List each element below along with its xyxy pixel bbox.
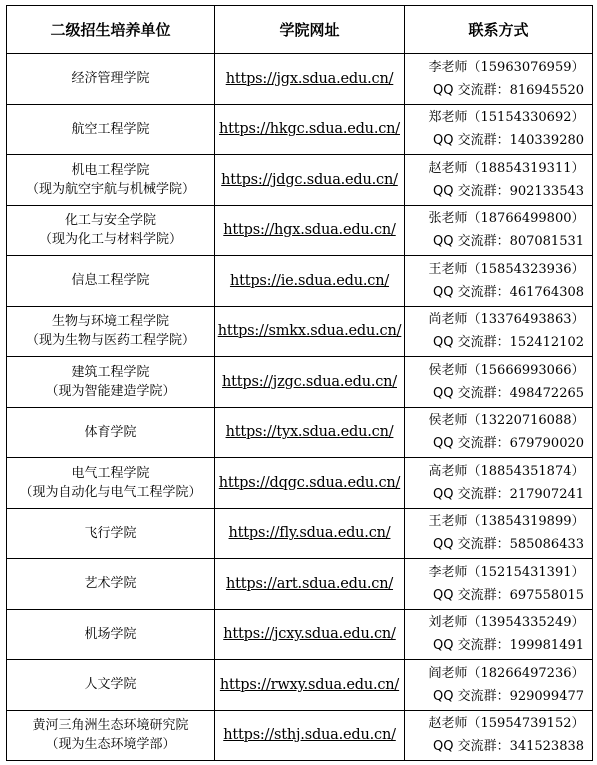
- college-url-link[interactable]: https://ie.sdua.edu.cn/: [229, 272, 390, 289]
- college-url-link[interactable]: https://jcxy.sdua.edu.cn/: [223, 626, 396, 643]
- qq-line: [405, 382, 592, 405]
- unit-name: 飞行学院: [84, 525, 137, 541]
- table-row: [7, 710, 593, 761]
- qq-number: 217907241: [509, 486, 585, 502]
- unit-note: （现为智能建造学院）: [45, 383, 176, 399]
- unit-cell: [7, 458, 215, 509]
- qq-label: QQ 交流群：: [432, 234, 510, 250]
- table-body: [7, 54, 593, 761]
- qq-number: 199981491: [509, 638, 585, 654]
- url-cell: [215, 458, 405, 509]
- table-row: [7, 104, 593, 155]
- teacher-name: 李老师: [428, 564, 468, 580]
- unit-name: 艺术学院: [84, 576, 137, 592]
- teacher-line: 阎老师（18266497236）: [428, 665, 585, 681]
- teacher-name: 郑老师: [428, 110, 468, 126]
- unit-cell: [7, 357, 215, 408]
- qq-line: [405, 432, 592, 455]
- unit-cell: [7, 54, 215, 105]
- qq-label: QQ 交流群：: [432, 436, 510, 452]
- qq-number: 697558015: [509, 587, 585, 603]
- college-url-link[interactable]: https://fly.sdua.edu.cn/: [228, 525, 391, 542]
- unit-cell: [7, 205, 215, 256]
- contact-table: [6, 5, 593, 761]
- teacher-line: 张老师（18766499800）: [428, 211, 585, 227]
- teacher-phone: 18854319311: [480, 160, 572, 176]
- teacher-name: 张老师: [428, 211, 468, 227]
- table-row: [7, 660, 593, 711]
- teacher-name: 阎老师: [428, 665, 468, 681]
- unit-note: （现为化工与材料学院）: [38, 232, 182, 248]
- teacher-name: 王老师: [428, 514, 468, 530]
- qq-number: 461764308: [509, 284, 585, 300]
- url-cell: [215, 155, 405, 206]
- qq-line: [405, 584, 592, 607]
- qq-label: QQ 交流群：: [432, 133, 510, 149]
- college-url-link[interactable]: https://jgx.sdua.edu.cn/: [225, 70, 394, 87]
- unit-name: 建筑工程学院: [71, 364, 150, 380]
- qq-number: 807081531: [509, 234, 585, 250]
- url-cell: [215, 54, 405, 105]
- table-row: [7, 609, 593, 660]
- teacher-phone: 13376493863: [480, 312, 572, 328]
- url-cell: [215, 306, 405, 357]
- college-url-link[interactable]: https://hkgc.sdua.edu.cn/: [219, 121, 400, 138]
- contact-cell: [405, 54, 593, 105]
- unit-name: 体育学院: [84, 424, 137, 440]
- qq-line: [405, 735, 592, 758]
- qq-label: QQ 交流群：: [432, 284, 510, 300]
- qq-label: QQ 交流群：: [432, 82, 510, 98]
- teacher-line: 侯老师（13220716088）: [428, 413, 585, 429]
- teacher-line: 王老师（13854319899）: [428, 514, 585, 530]
- qq-line: [405, 533, 592, 556]
- teacher-phone: 18266497236: [480, 665, 572, 681]
- table-row: [7, 559, 593, 610]
- qq-line: [405, 281, 592, 304]
- qq-number: 341523838: [509, 739, 585, 755]
- unit-note: （现为航空宇航与机械学院）: [25, 181, 195, 197]
- contact-cell: [405, 458, 593, 509]
- teacher-line: 郑老师（15154330692）: [428, 110, 585, 126]
- teacher-name: 高老师: [428, 463, 468, 479]
- qq-line: [405, 79, 592, 102]
- contact-cell: [405, 306, 593, 357]
- contact-cell: [405, 104, 593, 155]
- unit-cell: [7, 407, 215, 458]
- table-row: [7, 508, 593, 559]
- qq-number: 498472265: [509, 385, 585, 401]
- teacher-name: 李老师: [428, 59, 468, 75]
- qq-number: 585086433: [509, 537, 585, 553]
- college-url-link[interactable]: https://dqgc.sdua.edu.cn/: [218, 474, 401, 491]
- unit-name: 化工与安全学院: [64, 213, 156, 229]
- unit-cell: [7, 660, 215, 711]
- college-url-link[interactable]: https://rwxy.sdua.edu.cn/: [219, 676, 400, 693]
- college-url-link[interactable]: https://smkx.sdua.edu.cn/: [217, 323, 402, 340]
- table-row: [7, 54, 593, 105]
- url-cell: [215, 357, 405, 408]
- table-header-row: [7, 6, 593, 54]
- teacher-name: 侯老师: [428, 413, 468, 429]
- table-row: [7, 256, 593, 307]
- qq-label: QQ 交流群：: [432, 587, 510, 603]
- table-row: [7, 407, 593, 458]
- unit-name: 电气工程学院: [71, 465, 150, 481]
- table-row: [7, 306, 593, 357]
- qq-number: 152412102: [509, 335, 585, 351]
- teacher-phone: 15954739152: [480, 716, 572, 732]
- url-cell: [215, 660, 405, 711]
- teacher-name: 赵老师: [428, 716, 468, 732]
- qq-label: QQ 交流群：: [432, 183, 510, 199]
- college-url-link[interactable]: https://tyx.sdua.edu.cn/: [225, 424, 394, 441]
- college-url-link[interactable]: https://art.sdua.edu.cn/: [225, 575, 394, 592]
- teacher-line: 李老师（15963076959）: [428, 59, 585, 75]
- url-cell: [215, 710, 405, 761]
- url-cell: [215, 205, 405, 256]
- unit-note: （现为生物与医药工程学院）: [25, 333, 195, 349]
- qq-label: QQ 交流群：: [432, 537, 510, 553]
- qq-line: [405, 180, 592, 203]
- teacher-line: 赵老师（15954739152）: [428, 716, 585, 732]
- url-cell: [215, 559, 405, 610]
- teacher-phone: 15963076959: [480, 59, 572, 75]
- unit-cell: [7, 104, 215, 155]
- qq-line: [405, 331, 592, 354]
- teacher-phone: 15154330692: [480, 110, 572, 126]
- unit-name: 机电工程学院: [71, 162, 150, 178]
- teacher-name: 赵老师: [428, 160, 468, 176]
- url-cell: [215, 256, 405, 307]
- contact-cell: [405, 559, 593, 610]
- qq-line: [405, 634, 592, 657]
- unit-name: 航空工程学院: [71, 121, 150, 137]
- qq-label: QQ 交流群：: [432, 335, 510, 351]
- contact-cell: [405, 205, 593, 256]
- url-cell: [215, 609, 405, 660]
- teacher-phone: 13220716088: [480, 413, 572, 429]
- college-url-link[interactable]: https://jdgc.sdua.edu.cn/: [221, 171, 398, 188]
- unit-cell: [7, 155, 215, 206]
- teacher-line: 侯老师（15666993066）: [428, 362, 585, 378]
- unit-name: 机场学院: [84, 626, 137, 642]
- teacher-phone: 15215431391: [480, 564, 572, 580]
- teacher-name: 尚老师: [428, 312, 468, 328]
- unit-note: （现为自动化与电气工程学院）: [19, 484, 202, 500]
- qq-line: [405, 483, 592, 506]
- college-url-link[interactable]: https://jzgc.sdua.edu.cn/: [222, 373, 397, 390]
- table-row: [7, 155, 593, 206]
- teacher-name: 王老师: [428, 261, 468, 277]
- header-contact: 联系方式: [405, 6, 593, 54]
- qq-line: [405, 129, 592, 152]
- unit-name: 经济管理学院: [71, 71, 150, 87]
- unit-cell: [7, 508, 215, 559]
- unit-cell: [7, 609, 215, 660]
- qq-label: QQ 交流群：: [432, 688, 510, 704]
- unit-name: 黄河三角洲生态环境研究院: [32, 718, 189, 734]
- unit-cell: [7, 306, 215, 357]
- teacher-line: 王老师（15854323936）: [428, 261, 585, 277]
- teacher-name: 刘老师: [428, 615, 468, 631]
- qq-label: QQ 交流群：: [432, 739, 510, 755]
- teacher-phone: 18766499800: [480, 211, 572, 227]
- qq-number: 816945520: [509, 82, 585, 98]
- table-row: [7, 458, 593, 509]
- teacher-line: 赵老师（18854319311）: [428, 160, 585, 176]
- unit-name: 生物与环境工程学院: [51, 314, 169, 330]
- url-cell: [215, 508, 405, 559]
- qq-number: 679790020: [509, 436, 585, 452]
- teacher-line: 尚老师（13376493863）: [428, 312, 585, 328]
- teacher-phone: 15666993066: [480, 362, 572, 378]
- teacher-line: 高老师（18854351874）: [428, 463, 585, 479]
- header-url: 学院网址: [215, 6, 405, 54]
- unit-note: （现为生态环境学部）: [45, 737, 176, 753]
- college-url-link[interactable]: https://sthj.sdua.edu.cn/: [223, 727, 396, 744]
- qq-line: [405, 685, 592, 708]
- contact-cell: [405, 609, 593, 660]
- contact-table-container: [6, 5, 592, 761]
- teacher-phone: 13854319899: [480, 514, 572, 530]
- contact-cell: [405, 357, 593, 408]
- unit-cell: [7, 559, 215, 610]
- teacher-phone: 13954335249: [480, 615, 572, 631]
- unit-name: 信息工程学院: [71, 273, 150, 289]
- college-url-link[interactable]: https://hgx.sdua.edu.cn/: [223, 222, 396, 239]
- contact-cell: [405, 407, 593, 458]
- teacher-phone: 18854351874: [480, 463, 572, 479]
- teacher-name: 侯老师: [428, 362, 468, 378]
- qq-number: 902133543: [509, 183, 585, 199]
- url-cell: [215, 104, 405, 155]
- contact-cell: [405, 256, 593, 307]
- teacher-phone: 15854323936: [480, 261, 572, 277]
- table-row: [7, 205, 593, 256]
- qq-label: QQ 交流群：: [432, 385, 510, 401]
- qq-number: 140339280: [509, 133, 585, 149]
- qq-line: [405, 230, 592, 253]
- teacher-line: 李老师（15215431391）: [428, 564, 585, 580]
- table-row: [7, 357, 593, 408]
- qq-label: QQ 交流群：: [432, 638, 510, 654]
- teacher-line: 刘老师（13954335249）: [428, 615, 585, 631]
- contact-cell: [405, 710, 593, 761]
- contact-cell: [405, 660, 593, 711]
- unit-name: 人文学院: [84, 677, 137, 693]
- contact-cell: [405, 155, 593, 206]
- qq-label: QQ 交流群：: [432, 486, 510, 502]
- url-cell: [215, 407, 405, 458]
- header-unit: 二级招生培养单位: [7, 6, 215, 54]
- unit-cell: [7, 710, 215, 761]
- unit-cell: [7, 256, 215, 307]
- contact-cell: [405, 508, 593, 559]
- qq-number: 929099477: [509, 688, 585, 704]
